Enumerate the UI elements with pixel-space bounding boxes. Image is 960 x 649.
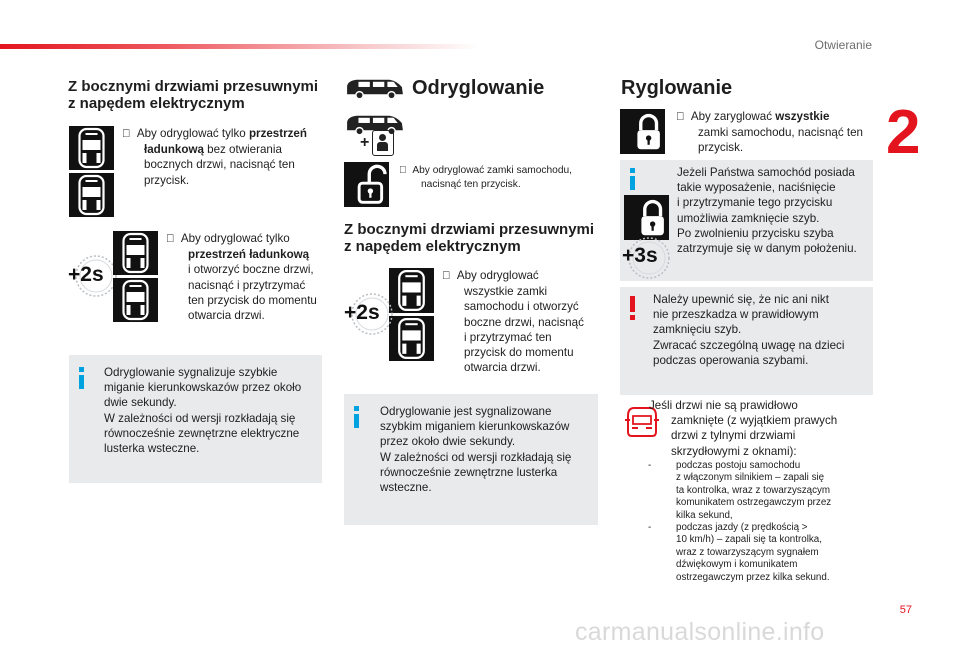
col3-warning-box [620, 287, 873, 395]
chapter-number: 2 [886, 98, 921, 167]
cargo-unlock-key-2 [69, 173, 114, 217]
col2-bullet-1: Aby odryglować zamki samochodu, nacisnąć ten przycisk. [404, 165, 564, 190]
info-icon-stem [79, 375, 84, 389]
padlock-closed-icon [624, 195, 669, 240]
press-3s-label: +3s [622, 244, 658, 267]
info-icon-stem [354, 414, 359, 428]
info-icon-stem [630, 176, 635, 190]
col2-bullet-2: Aby odryglować wszystkie zamki samochodu i otworzyć boczne drzwi, nacisnąć i przytrzymać ten przycisk do momentu otwarcia drzwi. [447, 269, 584, 375]
info-icon [79, 367, 84, 372]
lock-key [620, 109, 665, 154]
col3-heading: Ryglowanie [621, 77, 733, 99]
van-unlock-icon [69, 126, 114, 170]
watermark: carmanualsonline.info [575, 618, 825, 646]
info-icon [630, 168, 635, 173]
cargo-unlock-key [69, 126, 114, 170]
col3-bullet-1: Aby zaryglować wszystkie zamki samochodu, nacisnąć ten przycisk. [681, 110, 863, 155]
van-unlock-icon [113, 278, 158, 322]
info-icon [354, 406, 359, 411]
padlock-closed-icon [620, 109, 665, 154]
list-item: - podczas jazdy (z prędkością > 10 km/h) – zapali się ta kontrolka, wraz z towarzyszącym sygnałem dźwiękowym i komunikatem ostrzegawczym przez kilka sekund. [648, 522, 830, 583]
col2-heading-2: Z bocznymi drzwiami przesuwnymi z napędem elektrycznym [344, 221, 595, 255]
col2-info-box [344, 394, 598, 525]
cargo-open-key-2 [113, 278, 158, 322]
van-unlock-icon [69, 173, 114, 217]
van-unlock-icon [113, 231, 158, 275]
col3-doors-list [648, 460, 878, 584]
header-accent-bar [0, 44, 480, 49]
col3-info-text: Jeżeli Państwa samochód posiada takie wyposażenie, naciśnięcie i przytrzymanie tego przycisku umożliwia zamknięcie szyb. Po zwolnieniu przycisku szyba zatrzymuje się w danym położeniu. [677, 166, 857, 256]
van-icon [344, 74, 406, 102]
section-title: Otwieranie [814, 38, 872, 52]
col1-bullet-2: Aby odryglować tylko przestrzeń ładunkową i otworzyć boczne drzwi, nacisnąć i przytrzymać ten przycisk do momentu otwarcia drzwi. [171, 232, 317, 323]
page-number: 57 [899, 604, 912, 616]
window-close-key [624, 195, 669, 240]
padlock-open-icon [344, 162, 389, 207]
list-item: - podczas postoju samochodu z włączonym silnikiem – zapali się ta kontrolka, wraz z towarzyszącym komunikatem ostrzegawczym przez kilka sekund, [648, 460, 832, 521]
col3-doors-text: Jeśli drzwi nie są prawidłowo zamknięte (z wyjątkiem prawych drzwi z tylnymi drzwiami skrzydłowymi z oknami): [649, 399, 838, 458]
col3-warning-text: Należy upewnić się, że nic ani nikt nie przeszkadza w prawidłowym zamknięciu szyb. Zwracać szczególną uwagę na dzieci podczas operowania szybami. [653, 293, 845, 367]
col1-info-box [69, 355, 322, 483]
rear-door-icon [372, 130, 394, 156]
unlock-key [344, 162, 389, 207]
col1-bullet-1: Aby odryglować tylko przestrzeń ładunkową bez otwierania bocznych drzwi, nacisnąć ten przycisk. [127, 127, 298, 187]
cargo-open-key [113, 231, 158, 275]
press-2s-label: +2s [344, 301, 380, 324]
plus-sign: + [360, 134, 370, 151]
press-2s-label: +2s [68, 263, 104, 286]
col2-heading: Odryglowanie [412, 77, 545, 99]
col1-heading: Z bocznymi drzwiami przesuwnymi z napędem elektrycznym [68, 78, 319, 112]
col2-info-text: Odryglowanie jest sygnalizowane szybkim miganiem kierunkowskazów przez około dwie sekundy. W zależności od wersji rozkładają się równocześnie zewnętrzne lusterka wsteczne. [380, 405, 572, 495]
warning-icon [630, 296, 635, 312]
col3-info-box [620, 160, 873, 281]
warning-icon-dot [630, 315, 635, 320]
col1-info-text: Odryglowanie sygnalizuje szybkie miganie kierunkowskazów przez około dwie sekundy. W zależności od wersji rozkładają się równocześnie zewnętrzne elektryczne lusterka wsteczne. [104, 366, 302, 456]
